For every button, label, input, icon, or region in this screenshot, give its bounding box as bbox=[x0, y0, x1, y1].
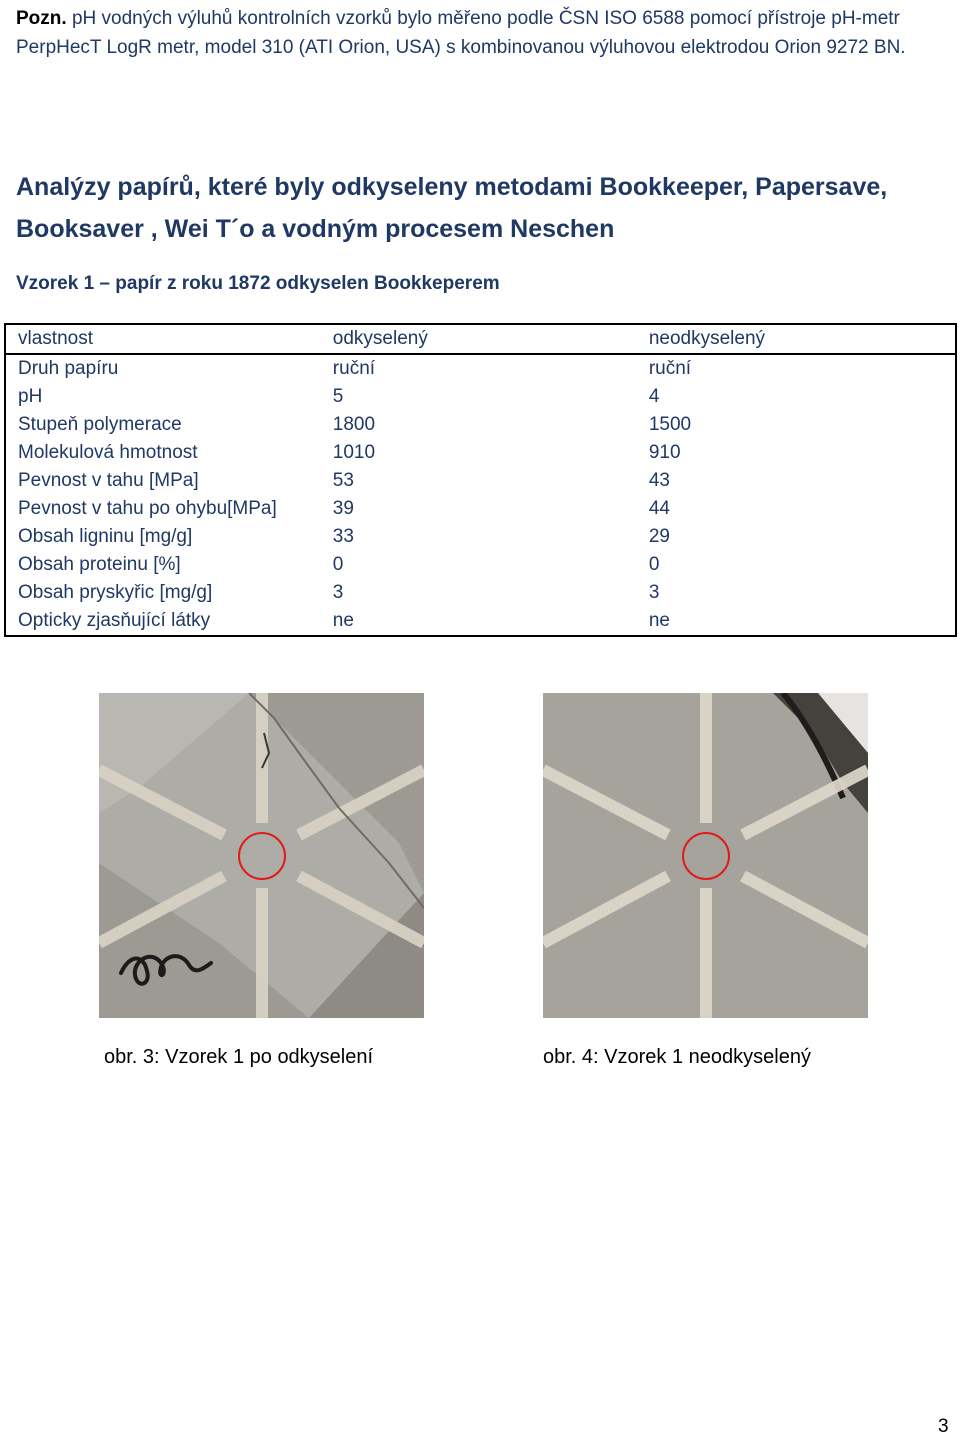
table-cell: Druh papíru bbox=[18, 358, 119, 379]
note-label: Pozn. bbox=[16, 8, 67, 29]
table-cell: pH bbox=[18, 386, 43, 407]
table-cell: 3 bbox=[332, 582, 344, 603]
section-heading: Analýzy papírů, které byly odkyseleny metodami Bookkeeper, Papersave, Booksaver , Wei T´o a vodným procesem Neschen bbox=[16, 173, 888, 243]
table-header-row bbox=[5, 324, 956, 354]
micrograph-not-deacidified bbox=[543, 693, 868, 1018]
table-cell: Pevnost v tahu [MPa] bbox=[18, 470, 199, 491]
page-number: 3 bbox=[938, 1416, 949, 1437]
table-cell: 39 bbox=[332, 498, 354, 519]
properties-table bbox=[4, 323, 957, 637]
table-row bbox=[5, 551, 956, 579]
table-row bbox=[5, 495, 956, 523]
table-cell: 0 bbox=[648, 554, 660, 575]
table-cell: 1010 bbox=[332, 442, 376, 463]
table-row bbox=[5, 467, 956, 495]
micrograph-deacidified bbox=[99, 693, 424, 1018]
sample-subheading: Vzorek 1 – papír z roku 1872 odkyselen Bookkeperem bbox=[16, 273, 500, 294]
table-cell: 1500 bbox=[648, 414, 692, 435]
figure-caption-1: obr. 3: Vzorek 1 po odkyselení bbox=[104, 1046, 374, 1068]
note-text: pH vodných výluhů kontrolních vzorků bylo měřeno podle ČSN ISO 6588 pomocí přístroje pH-metr PerpHecT LogR metr, model 310 (ATI Orion, USA) s kombinovanou výluhovou elektrodou Orion 9272 BN. bbox=[16, 8, 906, 58]
table-cell: ne bbox=[648, 610, 670, 631]
table-cell: 33 bbox=[332, 526, 354, 547]
table-cell: Obsah pryskyřic [mg/g] bbox=[18, 582, 213, 603]
table-row bbox=[5, 579, 956, 607]
table-cell: Obsah ligninu [mg/g] bbox=[18, 526, 193, 547]
table-cell: 5 bbox=[332, 386, 344, 407]
table-cell: 3 bbox=[648, 582, 660, 603]
table-cell: ruční bbox=[648, 358, 692, 379]
table-cell: 44 bbox=[648, 498, 670, 519]
table-row bbox=[5, 607, 956, 636]
table-cell: Opticky zjasňující látky bbox=[18, 610, 211, 631]
table-row bbox=[5, 411, 956, 439]
note-paragraph bbox=[16, 4, 951, 62]
header-deacidified: odkyselený bbox=[321, 324, 637, 354]
table-cell: ruční bbox=[332, 358, 376, 379]
figure-caption-2: obr. 4: Vzorek 1 neodkyselený bbox=[543, 1046, 811, 1068]
table-cell: Obsah proteinu [%] bbox=[18, 554, 181, 575]
table-cell: 910 bbox=[648, 442, 681, 463]
table-row bbox=[5, 354, 956, 383]
table-cell: 0 bbox=[332, 554, 344, 575]
table-row bbox=[5, 439, 956, 467]
table-cell: ne bbox=[332, 610, 354, 631]
table-cell: 29 bbox=[648, 526, 670, 547]
table-cell: 1800 bbox=[332, 414, 376, 435]
header-not-deacidified: neodkyselený bbox=[637, 324, 956, 354]
header-property: vlastnost bbox=[5, 324, 321, 354]
table-row bbox=[5, 383, 956, 411]
table-cell: Pevnost v tahu po ohybu[MPa] bbox=[18, 498, 277, 519]
table-row bbox=[5, 523, 956, 551]
micrograph-deacidified-image bbox=[99, 693, 424, 1018]
table-cell: 43 bbox=[648, 470, 670, 491]
table-cell: Stupeň polymerace bbox=[18, 414, 182, 435]
micrograph-not-deacidified-image bbox=[543, 693, 868, 1018]
table-cell: Molekulová hmotnost bbox=[18, 442, 198, 463]
table-cell: 4 bbox=[648, 386, 660, 407]
table-cell: 53 bbox=[332, 470, 354, 491]
